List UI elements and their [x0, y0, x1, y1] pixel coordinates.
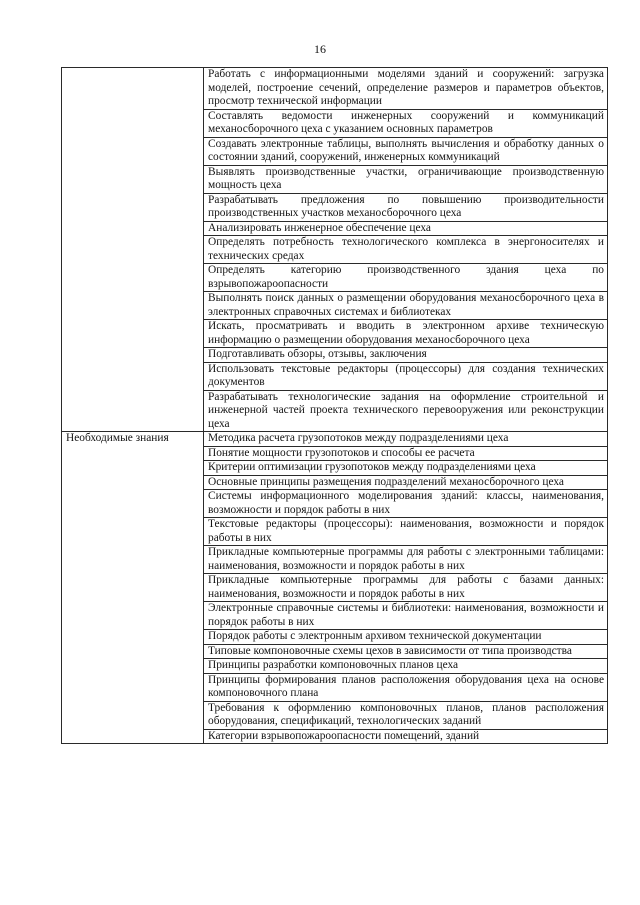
table-cell-item: Выполнять поиск данных о размещении оборудования механосборочного цеха в электронных справочных системах и библиотеках [204, 292, 608, 320]
competency-table [61, 67, 608, 744]
table-cell-item: Выявлять производственные участки, ограничивающие производственную мощность цеха [204, 165, 608, 193]
table-cell-item: Типовые компоновочные схемы цехов в зависимости от типа производства [204, 644, 608, 659]
table-cell-item: Определять категорию производственного здания цеха по взрывопожароопасности [204, 264, 608, 292]
table-cell-item: Прикладные компьютерные программы для работы с электронными таблицами: наименования, возможности и порядок работы в них [204, 546, 608, 574]
table-cell-item: Основные принципы размещения подразделений механосборочного цеха [204, 475, 608, 490]
section-label-required-knowledge: Необходимые знания [62, 432, 204, 744]
table-cell-item: Требования к оформлению компоновочных планов, планов расположения оборудования, спецификаций, технологических заданий [204, 701, 608, 729]
table-cell-item: Разрабатывать технологические задания на оформление строительной и инженерной частей проекта технического перевооружения или реконструкции цеха [204, 390, 608, 432]
table-cell-item: Понятие мощности грузопотоков и способы ее расчета [204, 446, 608, 461]
table-cell-item: Методика расчета грузопотоков между подразделениями цеха [204, 432, 608, 447]
table-cell-item: Принципы разработки компоновочных планов цеха [204, 659, 608, 674]
table-cell-item: Электронные справочные системы и библиотеки: наименования, возможности и порядок работы в них [204, 602, 608, 630]
table-cell-item: Работать с информационными моделями зданий и сооружений: загрузка моделей, построение сечений, определение размеров и параметров объектов, просмотр технической информации [204, 68, 608, 110]
table-cell-item: Текстовые редакторы (процессоры): наименования, возможности и порядок работы в них [204, 518, 608, 546]
section-label-empty [62, 68, 204, 432]
table-cell-item: Анализировать инженерное обеспечение цеха [204, 221, 608, 236]
table-cell-item: Разрабатывать предложения по повышению производительности производственных участков механосборочного цеха [204, 193, 608, 221]
competency-table-body [62, 68, 608, 744]
table-cell-item: Принципы формирования планов расположения оборудования цеха на основе компоновочного плана [204, 673, 608, 701]
table-cell-item: Системы информационного моделирования зданий: классы, наименования, возможности и порядок работы в них [204, 490, 608, 518]
table-cell-item: Создавать электронные таблицы, выполнять вычисления и обработку данных о состоянии зданий, сооружений, инженерных коммуникаций [204, 137, 608, 165]
table-cell-item: Прикладные компьютерные программы для работы с базами данных: наименования, возможности и порядок работы в них [204, 574, 608, 602]
table-cell-item: Подготавливать обзоры, отзывы, заключения [204, 348, 608, 363]
table-cell-item: Искать, просматривать и вводить в электронном архиве техническую информацию о размещении оборудования механосборочного цеха [204, 320, 608, 348]
table-cell-item: Категории взрывопожароопасности помещений, зданий [204, 729, 608, 744]
table-cell-item: Порядок работы с электронным архивом технической документации [204, 630, 608, 645]
table-cell-item: Критерии оптимизации грузопотоков между подразделениями цеха [204, 461, 608, 476]
table-cell-item: Составлять ведомости инженерных сооружений и коммуникаций механосборочного цеха с указанием основных параметров [204, 109, 608, 137]
table-row [62, 432, 608, 447]
table-row [62, 68, 608, 110]
table-cell-item: Использовать текстовые редакторы (процессоры) для создания технических документов [204, 362, 608, 390]
table-cell-item: Определять потребность технологического комплекса в энергоносителях и технических средах [204, 236, 608, 264]
page-number: 16 [314, 42, 326, 56]
